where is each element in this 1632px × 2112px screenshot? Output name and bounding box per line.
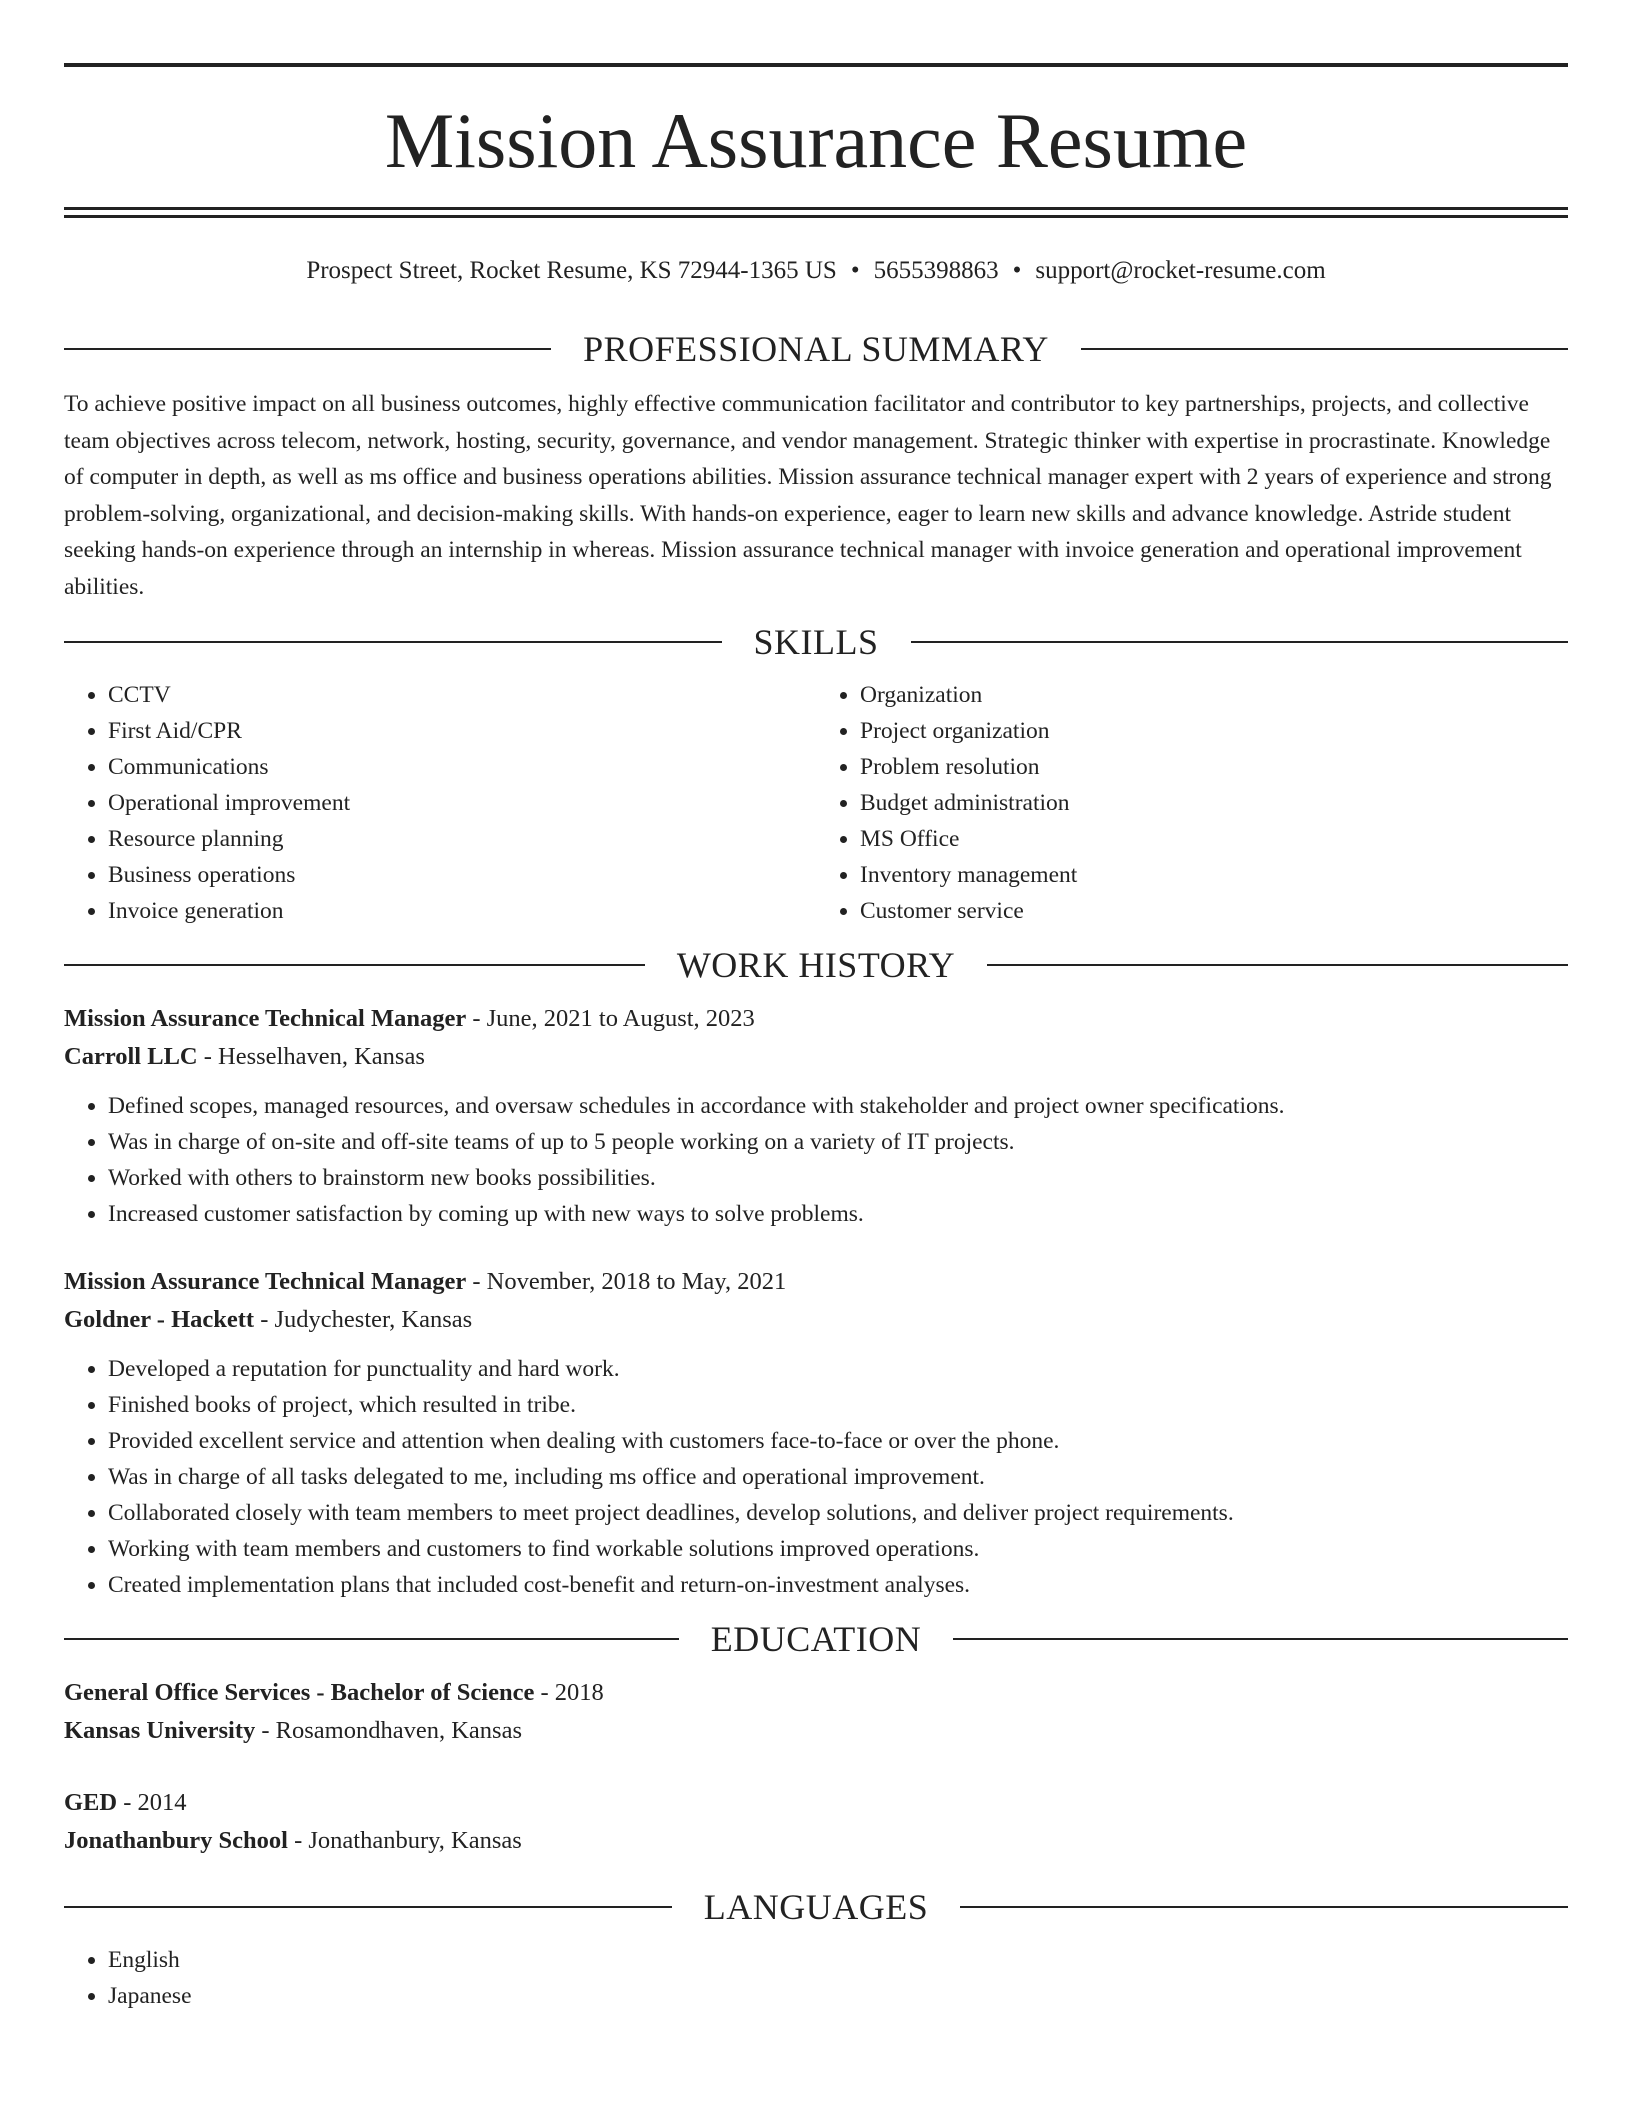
school-line: [64, 1712, 1568, 1750]
skill-item: • Problem resolution: [860, 749, 1568, 785]
contact-email: support@rocket-resume.com: [1035, 257, 1326, 284]
job-bullet: • Defined scopes, managed resources, and oversaw schedules in accordance with stakeholder and project owner specifications.: [108, 1088, 1568, 1124]
contact-address: Prospect Street, Rocket Resume, KS 72944-1365 US: [306, 257, 837, 284]
contact-line: [64, 254, 1568, 294]
job-title-line: [64, 1263, 1568, 1301]
section-heading-summary: [64, 324, 1568, 374]
contact-separator: •: [850, 257, 860, 284]
degree-line: [64, 1784, 1568, 1822]
skill-item: • Resource planning: [108, 821, 816, 857]
job-bullets: [64, 1088, 1568, 1232]
resume-page: [64, 0, 1568, 2014]
resume-title: Mission Assurance Resume: [384, 97, 1248, 184]
heading-rule: [911, 641, 1569, 643]
skill-item: • Customer service: [860, 893, 1568, 929]
skill-item: • Project organization: [860, 713, 1568, 749]
skills-column-left: [64, 677, 816, 929]
summary-text: To achieve positive impact on all business outcomes, highly effective communication facilitator and contributor to key partnerships, projects, and collective team objectives across telecom, network, hosting, security, governance, and vendor management. Strategic thinker with expertise in procrastinate. Knowledge of computer in depth, as well as ms office and business operations abilities. Mission assurance technical manager expert with 2 years of experience and strong problem-solving, organizational, and decision-making skills. With hands-on experience, eager to learn new skills and advance knowledge. Astride student seeking hands-on experience through an internship in whereas. Mission assurance technical manager with invoice generation and operational improvement abilities.: [64, 391, 1552, 600]
heading-rule: [953, 1638, 1568, 1640]
section-title: WORK HISTORY: [676, 945, 956, 985]
heading-rule: [64, 641, 722, 643]
section-title: LANGUAGES: [703, 1887, 929, 1927]
language-item: • English: [108, 1942, 1568, 1978]
heading-rule: [64, 1638, 679, 1640]
school-line: [64, 1822, 1568, 1860]
heading-rule: [1081, 348, 1568, 350]
job-bullet: • Was in charge of on-site and off-site teams of up to 5 people working on a variety of IT projects.: [108, 1124, 1568, 1160]
school: Jonathanbury School: [64, 1827, 288, 1854]
skill-item: • Inventory management: [860, 857, 1568, 893]
languages-list: [64, 1942, 1568, 2014]
job-bullet: • Finished books of project, which resulted in tribe.: [108, 1387, 1568, 1423]
job-bullet: • Developed a reputation for punctuality and hard work.: [108, 1351, 1568, 1387]
education-entry: [64, 1784, 1568, 1860]
skill-item: • Organization: [860, 677, 1568, 713]
heading-rule: [64, 348, 551, 350]
job-company-line: [64, 1301, 1568, 1339]
degree: General Office Services - Bachelor of Science: [64, 1679, 535, 1706]
job-bullet: • Created implementation plans that included cost-benefit and return-on-investment analyses.: [108, 1567, 1568, 1603]
skill-item: • Operational improvement: [108, 785, 816, 821]
job-bullet: • Was in charge of all tasks delegated to me, including ms office and operational improvement.: [108, 1459, 1568, 1495]
job-company: Carroll LLC: [64, 1043, 198, 1070]
skill-item: • Communications: [108, 749, 816, 785]
skill-item: • Invoice generation: [108, 893, 816, 929]
section-title: SKILLS: [753, 622, 879, 662]
school-location: - Rosamondhaven, Kansas: [255, 1717, 522, 1744]
heading-rule: [987, 964, 1568, 966]
skill-item: • Budget administration: [860, 785, 1568, 821]
heading-rule: [64, 964, 645, 966]
language-item: • Japanese: [108, 1978, 1568, 2014]
job-location: - Judychester, Kansas: [254, 1306, 473, 1333]
job-entry: [64, 1000, 1568, 1232]
job-entry: [64, 1263, 1568, 1603]
skill-item: • MS Office: [860, 821, 1568, 857]
job-company-line: [64, 1038, 1568, 1076]
section-heading-languages: [64, 1882, 1568, 1932]
heading-rule: [64, 1906, 672, 1908]
skills-column-right: [816, 677, 1568, 929]
job-title: Mission Assurance Technical Manager: [64, 1268, 467, 1295]
skill-item: • CCTV: [108, 677, 816, 713]
section-heading-education: [64, 1614, 1568, 1664]
degree: GED: [64, 1789, 118, 1816]
job-title: Mission Assurance Technical Manager: [64, 1005, 467, 1032]
education-entry: [64, 1674, 1568, 1750]
section-title: EDUCATION: [710, 1619, 922, 1659]
job-bullets: [64, 1351, 1568, 1603]
job-company: Goldner - Hackett: [64, 1306, 255, 1333]
job-bullet: • Collaborated closely with team members to meet project deadlines, develop solutions, and deliver project requirements.: [108, 1495, 1568, 1531]
contact-separator: •: [1012, 257, 1022, 284]
degree-line: [64, 1674, 1568, 1712]
job-bullet: • Provided excellent service and attention when dealing with customers face-to-face or over the phone.: [108, 1423, 1568, 1459]
skills-list: [64, 677, 1568, 929]
contact-phone: 5655398863: [873, 257, 999, 284]
skill-item: • Business operations: [108, 857, 816, 893]
degree-year: - 2018: [534, 1679, 604, 1706]
section-heading-skills: [64, 617, 1568, 667]
title-double-rule: [64, 207, 1568, 218]
job-title-line: [64, 1000, 1568, 1038]
job-bullet: • Increased customer satisfaction by coming up with new ways to solve problems.: [108, 1196, 1568, 1232]
section-title: PROFESSIONAL SUMMARY: [583, 329, 1049, 369]
school: Kansas University: [64, 1717, 256, 1744]
school-location: - Jonathanbury, Kansas: [287, 1827, 522, 1854]
job-location: - Hesselhaven, Kansas: [197, 1043, 425, 1070]
skill-item: • First Aid/CPR: [108, 713, 816, 749]
heading-rule: [960, 1906, 1568, 1908]
section-heading-work: [64, 940, 1568, 990]
job-bullet: • Working with team members and customers to find workable solutions improved operations.: [108, 1531, 1568, 1567]
job-dates: - November, 2018 to May, 2021: [466, 1268, 787, 1295]
degree-year: - 2014: [117, 1789, 187, 1816]
job-bullet: • Worked with others to brainstorm new books possibilities.: [108, 1160, 1568, 1196]
job-dates: - June, 2021 to August, 2023: [466, 1005, 755, 1032]
